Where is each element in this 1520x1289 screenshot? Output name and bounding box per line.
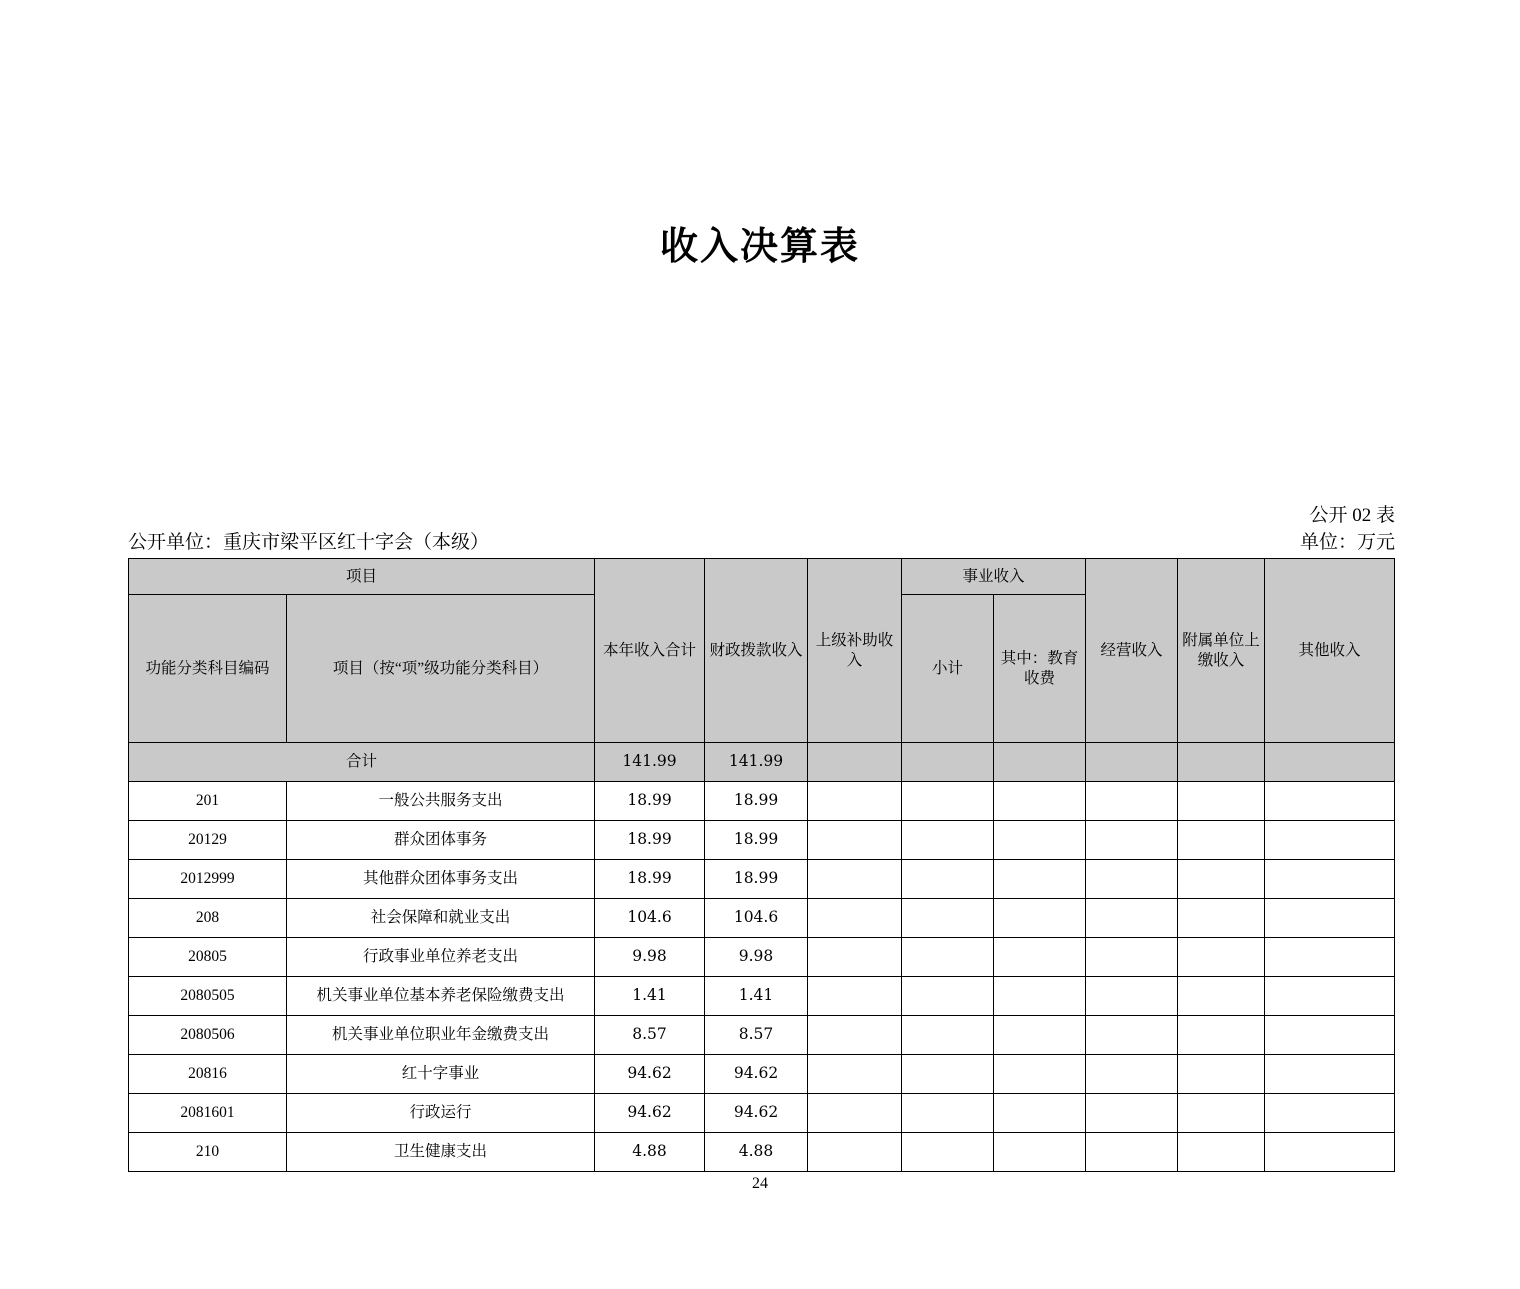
- cell-edu-fee: [994, 782, 1086, 821]
- cell-superior: [808, 821, 902, 860]
- header-fiscal-appropriation: 财政拨款收入: [705, 559, 808, 743]
- cell-operating: [1086, 860, 1178, 899]
- cell-subtotal: [902, 1133, 994, 1172]
- cell-edu-fee: [994, 821, 1086, 860]
- amount-unit-label: 单位：万元: [1299, 532, 1395, 553]
- table-row: [129, 977, 1395, 1016]
- cell-project-name: 机关事业单位职业年金缴费支出: [287, 1016, 595, 1055]
- cell-project-name: 社会保障和就业支出: [287, 899, 595, 938]
- total-edu-fee: [994, 743, 1086, 782]
- cell-operating: [1086, 1094, 1178, 1133]
- document-page: [0, 215, 1520, 1289]
- cell-project-name: 红十字事业: [287, 1055, 595, 1094]
- header-education-fee: 其中：教育收费: [994, 595, 1086, 743]
- cell-total-income: 18.99: [595, 821, 705, 860]
- cell-operating: [1086, 821, 1178, 860]
- cell-total-income: 18.99: [595, 860, 705, 899]
- header-subtotal: 小计: [902, 595, 994, 743]
- form-number: 公开 02 表: [1309, 505, 1395, 526]
- cell-total-income: 94.62: [595, 1094, 705, 1133]
- cell-other: [1265, 938, 1395, 977]
- table-row: [129, 782, 1395, 821]
- cell-subtotal: [902, 899, 994, 938]
- cell-project-name: 其他群众团体事务支出: [287, 860, 595, 899]
- cell-fiscal: 94.62: [705, 1055, 808, 1094]
- total-operating: [1086, 743, 1178, 782]
- cell-fiscal: 9.98: [705, 938, 808, 977]
- cell-total-income: 8.57: [595, 1016, 705, 1055]
- cell-total-income: 18.99: [595, 782, 705, 821]
- cell-other: [1265, 1055, 1395, 1094]
- cell-edu-fee: [994, 860, 1086, 899]
- cell-edu-fee: [994, 1133, 1086, 1172]
- header-superior-subsidy: 上级补助收入: [808, 559, 902, 743]
- total-other: [1265, 743, 1395, 782]
- header-other-income: 其他收入: [1265, 559, 1395, 743]
- cell-affiliate: [1178, 1016, 1265, 1055]
- cell-operating: [1086, 1016, 1178, 1055]
- cell-fiscal: 8.57: [705, 1016, 808, 1055]
- cell-subtotal: [902, 977, 994, 1016]
- cell-fiscal: 94.62: [705, 1094, 808, 1133]
- cell-function-code: 201: [129, 782, 287, 821]
- page-title: 收入决算表: [659, 223, 860, 268]
- cell-other: [1265, 1016, 1395, 1055]
- cell-total-income: 94.62: [595, 1055, 705, 1094]
- header-operating-income: 经营收入: [1086, 559, 1178, 743]
- header-total-income: 本年收入合计: [595, 559, 705, 743]
- cell-superior: [808, 938, 902, 977]
- cell-edu-fee: [994, 1055, 1086, 1094]
- cell-subtotal: [902, 1055, 994, 1094]
- cell-operating: [1086, 938, 1178, 977]
- cell-operating: [1086, 899, 1178, 938]
- cell-superior: [808, 977, 902, 1016]
- cell-affiliate: [1178, 1094, 1265, 1133]
- cell-other: [1265, 899, 1395, 938]
- cell-operating: [1086, 1055, 1178, 1094]
- cell-affiliate: [1178, 860, 1265, 899]
- cell-function-code: 208: [129, 899, 287, 938]
- cell-fiscal: 18.99: [705, 782, 808, 821]
- table-row: [129, 1016, 1395, 1055]
- total-subtotal: [902, 743, 994, 782]
- cell-superior: [808, 1055, 902, 1094]
- cell-project-name: 机关事业单位基本养老保险缴费支出: [287, 977, 595, 1016]
- cell-edu-fee: [994, 1094, 1086, 1133]
- cell-fiscal: 104.6: [705, 899, 808, 938]
- cell-superior: [808, 1133, 902, 1172]
- cell-fiscal: 18.99: [705, 860, 808, 899]
- cell-function-code: 210: [129, 1133, 287, 1172]
- cell-superior: [808, 782, 902, 821]
- cell-fiscal: 1.41: [705, 977, 808, 1016]
- cell-superior: [808, 1016, 902, 1055]
- cell-edu-fee: [994, 1016, 1086, 1055]
- cell-edu-fee: [994, 938, 1086, 977]
- cell-affiliate: [1178, 938, 1265, 977]
- cell-subtotal: [902, 1094, 994, 1133]
- cell-project-name: 一般公共服务支出: [287, 782, 595, 821]
- table-row: [129, 1094, 1395, 1133]
- cell-other: [1265, 782, 1395, 821]
- cell-subtotal: [902, 938, 994, 977]
- table-row: [129, 1133, 1395, 1172]
- cell-edu-fee: [994, 977, 1086, 1016]
- header-business-income-group: 事业收入: [902, 559, 1086, 595]
- cell-operating: [1086, 977, 1178, 1016]
- cell-function-code: 2080506: [129, 1016, 287, 1055]
- cell-affiliate: [1178, 977, 1265, 1016]
- total-superior: [808, 743, 902, 782]
- cell-total-income: 104.6: [595, 899, 705, 938]
- cell-fiscal: 18.99: [705, 821, 808, 860]
- cell-project-name: 行政运行: [287, 1094, 595, 1133]
- cell-fiscal: 4.88: [705, 1133, 808, 1172]
- meta-row: [128, 527, 1395, 554]
- header-affiliate-payment: 附属单位上缴收入: [1178, 559, 1265, 743]
- cell-function-code: 2081601: [129, 1094, 287, 1133]
- total-total-income: 141.99: [595, 743, 705, 782]
- cell-subtotal: [902, 1016, 994, 1055]
- cell-subtotal: [902, 782, 994, 821]
- cell-function-code: 2080505: [129, 977, 287, 1016]
- cell-affiliate: [1178, 1055, 1265, 1094]
- cell-affiliate: [1178, 1133, 1265, 1172]
- cell-project-name: 行政事业单位养老支出: [287, 938, 595, 977]
- table-row: [129, 860, 1395, 899]
- cell-superior: [808, 860, 902, 899]
- cell-operating: [1086, 782, 1178, 821]
- header-project-group: 项目: [129, 559, 595, 595]
- cell-superior: [808, 1094, 902, 1133]
- table-row: [129, 1055, 1395, 1094]
- cell-function-code: 2012999: [129, 860, 287, 899]
- cell-other: [1265, 1094, 1395, 1133]
- table-row: [129, 938, 1395, 977]
- cell-edu-fee: [994, 899, 1086, 938]
- cell-other: [1265, 821, 1395, 860]
- table-body: [129, 743, 1395, 1172]
- cell-function-code: 20129: [129, 821, 287, 860]
- cell-other: [1265, 977, 1395, 1016]
- cell-total-income: 4.88: [595, 1133, 705, 1172]
- cell-affiliate: [1178, 782, 1265, 821]
- cell-total-income: 9.98: [595, 938, 705, 977]
- cell-function-code: 20805: [129, 938, 287, 977]
- cell-other: [1265, 1133, 1395, 1172]
- total-affiliate: [1178, 743, 1265, 782]
- cell-other: [1265, 860, 1395, 899]
- header-project-name: 项目（按“项”级功能分类科目）: [287, 595, 595, 743]
- cell-affiliate: [1178, 821, 1265, 860]
- table-row-total: [129, 743, 1395, 782]
- cell-function-code: 20816: [129, 1055, 287, 1094]
- cell-total-income: 1.41: [595, 977, 705, 1016]
- cell-affiliate: [1178, 899, 1265, 938]
- total-fiscal: 141.99: [705, 743, 808, 782]
- cell-subtotal: [902, 860, 994, 899]
- total-label: 合计: [129, 743, 595, 782]
- income-final-accounts-table: [128, 558, 1395, 1172]
- page-number: 24: [752, 1175, 768, 1192]
- cell-project-name: 群众团体事务: [287, 821, 595, 860]
- table-row: [129, 899, 1395, 938]
- publishing-unit-label: 公开单位：重庆市梁平区红十字会（本级）: [128, 532, 490, 553]
- cell-subtotal: [902, 821, 994, 860]
- table-row: [129, 821, 1395, 860]
- cell-operating: [1086, 1133, 1178, 1172]
- cell-project-name: 卫生健康支出: [287, 1133, 595, 1172]
- header-function-code: 功能分类科目编码: [129, 595, 287, 743]
- cell-superior: [808, 899, 902, 938]
